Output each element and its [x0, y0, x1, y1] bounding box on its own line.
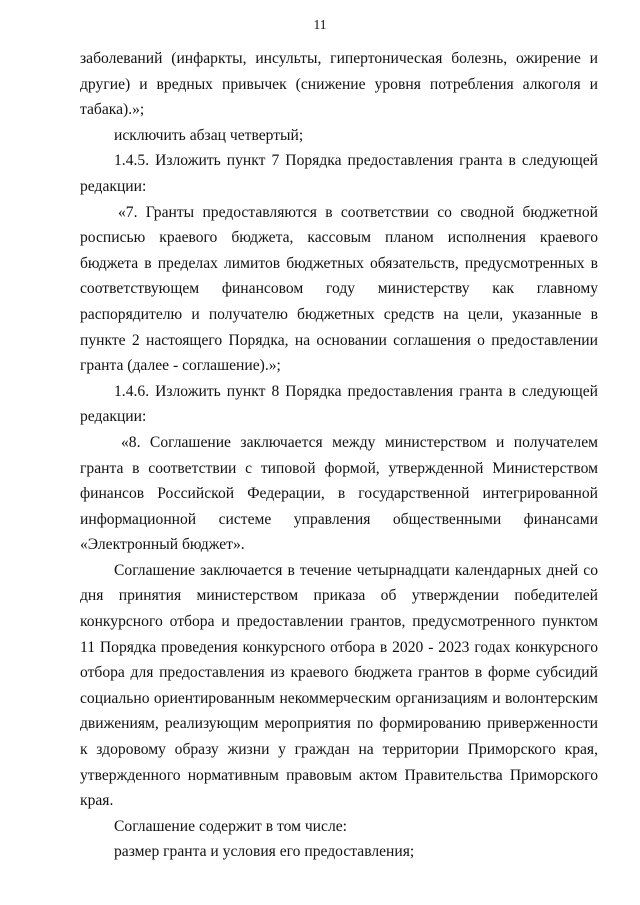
- paragraph-grant-size: размер гранта и условия его предоставления;: [114, 843, 415, 861]
- paragraph-item-1-4-6: 1.4.6. Изложить пункт 8 Порядка предоставления гранта в следующей редакции:: [80, 382, 598, 426]
- paragraph-quoted-point-8: «8. Соглашение заключается между министерством и получателем гранта в соответствии с типовой формой, утвержденной Министерством финансов Российской Федерации, в государственной интегрированной информационной системе управления общественными финансами «Электронный бюджет».: [80, 433, 598, 554]
- document-body: [80, 46, 598, 865]
- paragraph-quoted-point-7: «7. Гранты предоставляются в соответствии со сводной бюджетной росписью краевого бюджета, кассовым планом исполнения краевого бюджета в пределах лимитов бюджетных обязательств, предусмотренных в соответствующем финансовом году министерству как главному распорядителю и получателю бюджетных средств на цели, указанные в пункте 2 настоящего Порядка, на основании соглашения о предоставлении гранта (далее - соглашение).»;: [80, 203, 598, 375]
- page-number: 11: [313, 17, 327, 32]
- paragraph-agreement-contains: Соглашение содержит в том числе:: [114, 817, 347, 835]
- paragraph-agreement-term: Соглашение заключается в течение четырнадцати календарных дней со дня принятия министерством приказа об утверждении победителей конкурсного отбора и предоставлении грантов, предусмотренного пунктом 11 Порядка проведения конкурсного отбора в 2020 - 2023 годах конкурсного отбора для предоставления из краевого бюджета грантов в форме субсидий социально ориентированным некоммерческим организациям и волонтерским движениям, реализующим мероприятия по формированию приверженности к здоровому образу жизни у граждан на территории Приморского края, утвержденного нормативным правовым актом Правительства Приморского края.: [80, 561, 598, 810]
- paragraph-item-1-4-5: 1.4.5. Изложить пункт 7 Порядка предоставления гранта в следующей редакции:: [80, 152, 598, 195]
- paragraph-exclude-clause: исключить абзац четвертый;: [114, 126, 304, 144]
- paragraph-continuation: заболеваний (инфаркты, инсульты, гипертоническая болезнь, ожирение и другие) и вредных привычек (снижение уровня потребления алкоголя и табака).»;: [80, 50, 598, 119]
